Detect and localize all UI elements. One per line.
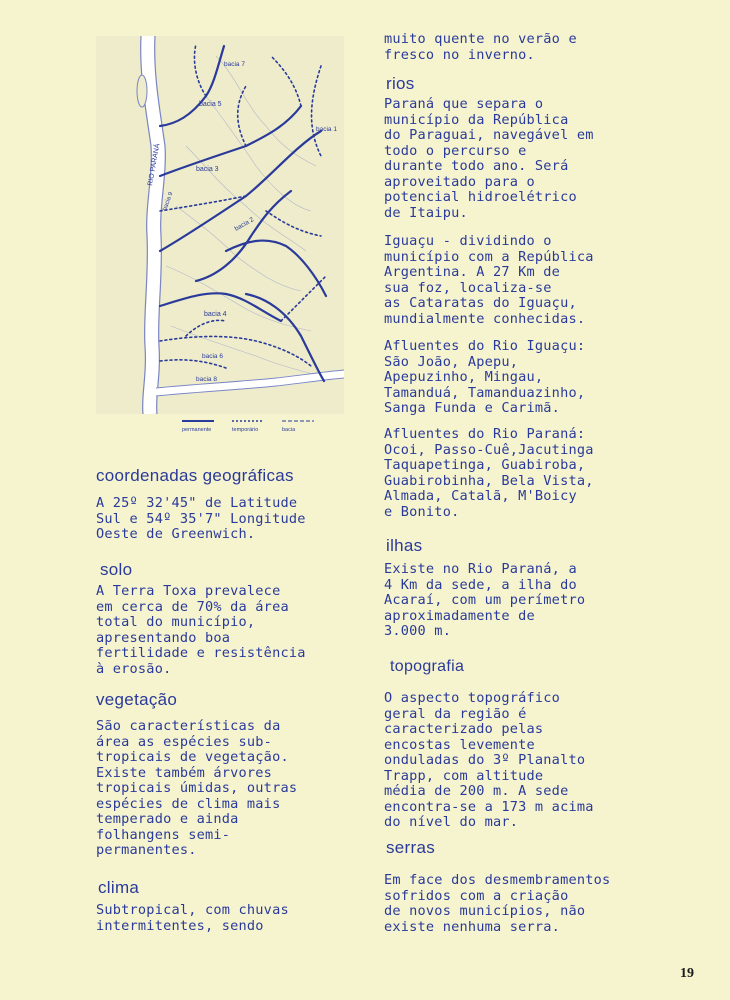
- text-solo: A Terra Toxa prevalece em cerca de 70% da área total do município, apresentando boa fertilidade e resistência à erosão.: [96, 583, 306, 677]
- heading-rios: rios: [386, 74, 415, 93]
- map-label-bacia-7: bacia 7: [224, 61, 245, 68]
- heading-ilhas: ilhas: [386, 536, 423, 555]
- page-number: 19: [680, 966, 694, 981]
- map-label-bacia-8: bacia 8: [196, 376, 217, 383]
- map-label-rio-parana: RIO PARANÁ: [147, 143, 162, 187]
- map-label-bacia-3: bacia 3: [196, 166, 219, 173]
- text-topografia: O aspecto topográfico geral da região é caracterizado pelas encostas levemente onduladas do 3º Planalto Trapp, com altitude média de 200 m. A sede encontra-se a 173 m acima do nível do mar.: [384, 690, 594, 830]
- map-label-bacia-5: bacia 5: [199, 101, 222, 108]
- text-afluentes-iguacu: Afluentes do Rio Iguaçu: São João, Apepu, Apepuzinho, Mingau, Tamanduá, Tamanduazinho, Sanga Funda e Carimã.: [384, 338, 586, 416]
- legend-item-permanente: permanente: [182, 427, 212, 433]
- text-coordenadas: A 25º 32'45" de Latitude Sul e 54º 35'7" Longitude Oeste de Greenwich.: [96, 495, 306, 542]
- map-label-bacia-9: bacia 9: [162, 191, 175, 212]
- legend-item-temporario: temporário: [232, 427, 259, 433]
- map-label-bacia-2: bacia 2: [233, 216, 256, 233]
- map-label-bacia-4: bacia 4: [204, 311, 227, 318]
- map-label-bacia-1: bacia 1: [316, 126, 337, 133]
- heading-coordenadas: coordenadas geográficas: [96, 466, 294, 485]
- hydrographic-map: [96, 36, 344, 414]
- text-rios-iguacu: Iguaçu - dividindo o município com a República Argentina. A 27 Km de sua foz, localiza-se as Cataratas do Iguaçu, mundialmente conhecidas.: [384, 233, 594, 327]
- text-vegetacao: São características da área as espécies sub- tropicais de vegetação. Existe também árvores tropicais úmidas, outras espécies de clima mais temperado e ainda folhangens semi- permanentes.: [96, 718, 298, 858]
- heading-vegetacao: vegetação: [96, 690, 178, 709]
- text-rios-parana: Paraná que separa o município da República do Paraguai, navegável em todo o percurso e durante todo ano. Será aproveitado para o potencial hidroelétrico de Itaipu.: [384, 96, 594, 221]
- text-afluentes-parana: Afluentes do Rio Paraná: Ocoi, Passo-Cuê,Jacutinga Taquapetinga, Guabiroba, Guabirobinha, Bela Vista, Almada, Catalã, M'Boicy e Bonito.: [384, 426, 594, 520]
- text-clima-continuacao: muito quente no verão e fresco no inverno.: [384, 31, 577, 63]
- heading-solo: solo: [100, 560, 133, 579]
- text-serras: Em face dos desmembramentos sofridos com a criação de novos municípios, não existe nenhuma serra.: [384, 872, 611, 935]
- heading-serras: serras: [386, 838, 436, 857]
- heading-topografia: topografia: [390, 658, 465, 675]
- text-ilhas: Existe no Rio Paraná, a 4 Km da sede, a ilha do Acaraí, com um perímetro aproximadamente de 3.000 m.: [384, 561, 586, 639]
- map-legend: [178, 415, 328, 441]
- map-label-bacia-6: bacia 6: [202, 353, 223, 360]
- text-clima: Subtropical, com chuvas intermitentes, sendo: [96, 902, 289, 934]
- legend-item-bacia: bacia: [282, 427, 296, 433]
- heading-clima: clima: [98, 878, 140, 897]
